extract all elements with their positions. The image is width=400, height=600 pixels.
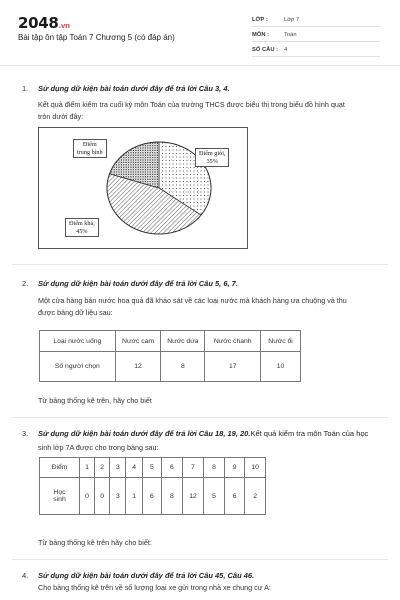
body-line: được bảng dữ liệu sau: xyxy=(38,308,113,317)
pie-label-pct: 45% xyxy=(76,227,88,235)
meta-row-class xyxy=(252,14,380,27)
table-cell: 6 xyxy=(142,478,161,515)
table-cell: Loại nước uống xyxy=(40,331,116,352)
table-cell: 6 xyxy=(224,478,245,515)
question-number: 1. xyxy=(22,84,29,93)
table-cell: Điểm xyxy=(40,458,80,478)
body-line: tròn dưới đây: xyxy=(38,112,84,121)
table-row xyxy=(40,458,266,478)
question-heading: Sử dụng dữ kiện bài toán dưới đây để trả lời Câu 45, Câu 46. xyxy=(38,571,255,580)
pie-label-text: Điểm xyxy=(82,141,97,148)
question-heading: Sử dụng dữ kiện bài toán dưới đây để trả lời Câu 3, 4. xyxy=(38,84,230,93)
question-number: 4. xyxy=(22,571,29,580)
site-logo[interactable] xyxy=(18,14,70,32)
table-cell: 7 xyxy=(182,458,204,478)
table-cell: Nước dứa xyxy=(161,331,205,352)
body-line: Một cửa hàng bán nước hoa quả đã khảo sát về các loại nước mà khách hàng ưa chuộng và thu xyxy=(38,296,347,305)
table-cell: 8 xyxy=(204,458,225,478)
table-cell: 8 xyxy=(162,478,183,515)
table-row xyxy=(40,478,266,515)
document-title: Bài tập ôn tập Toán 7 Chương 5 (có đáp án) xyxy=(18,33,175,42)
meta-row-count xyxy=(252,44,380,57)
table-cell: 8 xyxy=(161,352,205,382)
table-cell: Nước ổi xyxy=(261,331,301,352)
table-cell: 6 xyxy=(162,458,183,478)
table-cell: 1 xyxy=(126,478,142,515)
table-cell: 5 xyxy=(142,458,161,478)
table-cell: 2 xyxy=(95,458,110,478)
meta-row-subject xyxy=(252,29,380,42)
question-heading-bold: Sử dụng dữ kiện bài toán dưới đây để trả lời Câu 18, 19, 20. xyxy=(38,429,251,438)
table-cell: 4 xyxy=(126,458,142,478)
table-cell: 0 xyxy=(80,478,95,515)
pie-label-good xyxy=(195,148,229,167)
pie-label-pct: 35% xyxy=(206,157,218,165)
pie-label-average xyxy=(73,139,107,158)
table-cell: 2 xyxy=(245,478,266,515)
table-cell: Nước chanh xyxy=(205,331,261,352)
question-body xyxy=(38,99,383,123)
meta-value: 4 xyxy=(284,47,288,53)
table-cell: 9 xyxy=(224,458,245,478)
document-header xyxy=(0,0,400,66)
question-body xyxy=(38,442,383,454)
table-cell: 17 xyxy=(205,352,261,382)
question-body xyxy=(38,295,383,319)
divider xyxy=(12,264,388,265)
table-cell: 0 xyxy=(95,478,110,515)
body-line: Kết quả điểm kiểm tra cuối kỳ môn Toán của trường THCS được biểu thị trong biểu đồ hình quạt xyxy=(38,100,345,109)
table-cell: 1 xyxy=(80,458,95,478)
divider xyxy=(12,559,388,560)
pie-label-text: Điểm khá, xyxy=(69,220,95,227)
logo-suffix: .vn xyxy=(58,22,70,30)
table-cell: 5 xyxy=(204,478,225,515)
meta-key: LỚP : xyxy=(252,17,268,23)
divider xyxy=(12,417,388,418)
pie-label-text: Điểm giỏi, xyxy=(199,150,226,157)
question-heading: Sử dụng dữ kiện bài toán dưới đây để trả lời Câu 5, 6, 7. xyxy=(38,279,238,288)
table-cell xyxy=(40,478,80,515)
table-cell: 10 xyxy=(261,352,301,382)
table-cell: 3 xyxy=(110,478,126,515)
logo-main: 2048 xyxy=(18,14,59,32)
table-row xyxy=(40,331,301,352)
meta-key: MÔN : xyxy=(252,32,270,38)
table-cell: Nước cam xyxy=(115,331,161,352)
table-row xyxy=(40,352,301,382)
pie-chart-figure xyxy=(38,127,248,249)
question-followup: Từ bảng thống kê trên, hãy cho biết xyxy=(38,396,152,405)
row-label: sinh xyxy=(53,496,66,503)
pie-label-fair xyxy=(65,218,99,237)
body-line: sinh lớp 7A được cho trong bảng sau: xyxy=(38,443,159,452)
question-body xyxy=(38,582,383,594)
table-cell: Số người chọn xyxy=(40,352,116,382)
table-cell: 3 xyxy=(110,458,126,478)
pie-label-text: trung bình xyxy=(77,148,103,156)
score-table xyxy=(39,457,266,515)
table-cell: 12 xyxy=(182,478,204,515)
meta-value: Lớp 7 xyxy=(284,17,300,23)
question-heading xyxy=(38,429,386,438)
row-label: Học xyxy=(53,489,66,496)
table-cell: 12 xyxy=(115,352,161,382)
question-number: 2. xyxy=(22,279,29,288)
drink-survey-table xyxy=(39,330,301,382)
question-heading-rest: Kết quả kiểm tra môn Toán của học xyxy=(250,429,369,438)
body-line: Cho bảng thống kê trên về số lượng loại xe gửi trong nhà xe chung cư A: xyxy=(38,583,271,592)
meta-key: SỐ CÂU : xyxy=(252,47,279,53)
meta-value: Toán xyxy=(284,32,297,38)
question-followup: Từ bảng thống kê trên hãy cho biết: xyxy=(38,538,152,547)
table-cell: 10 xyxy=(245,458,266,478)
question-number: 3. xyxy=(22,429,29,438)
